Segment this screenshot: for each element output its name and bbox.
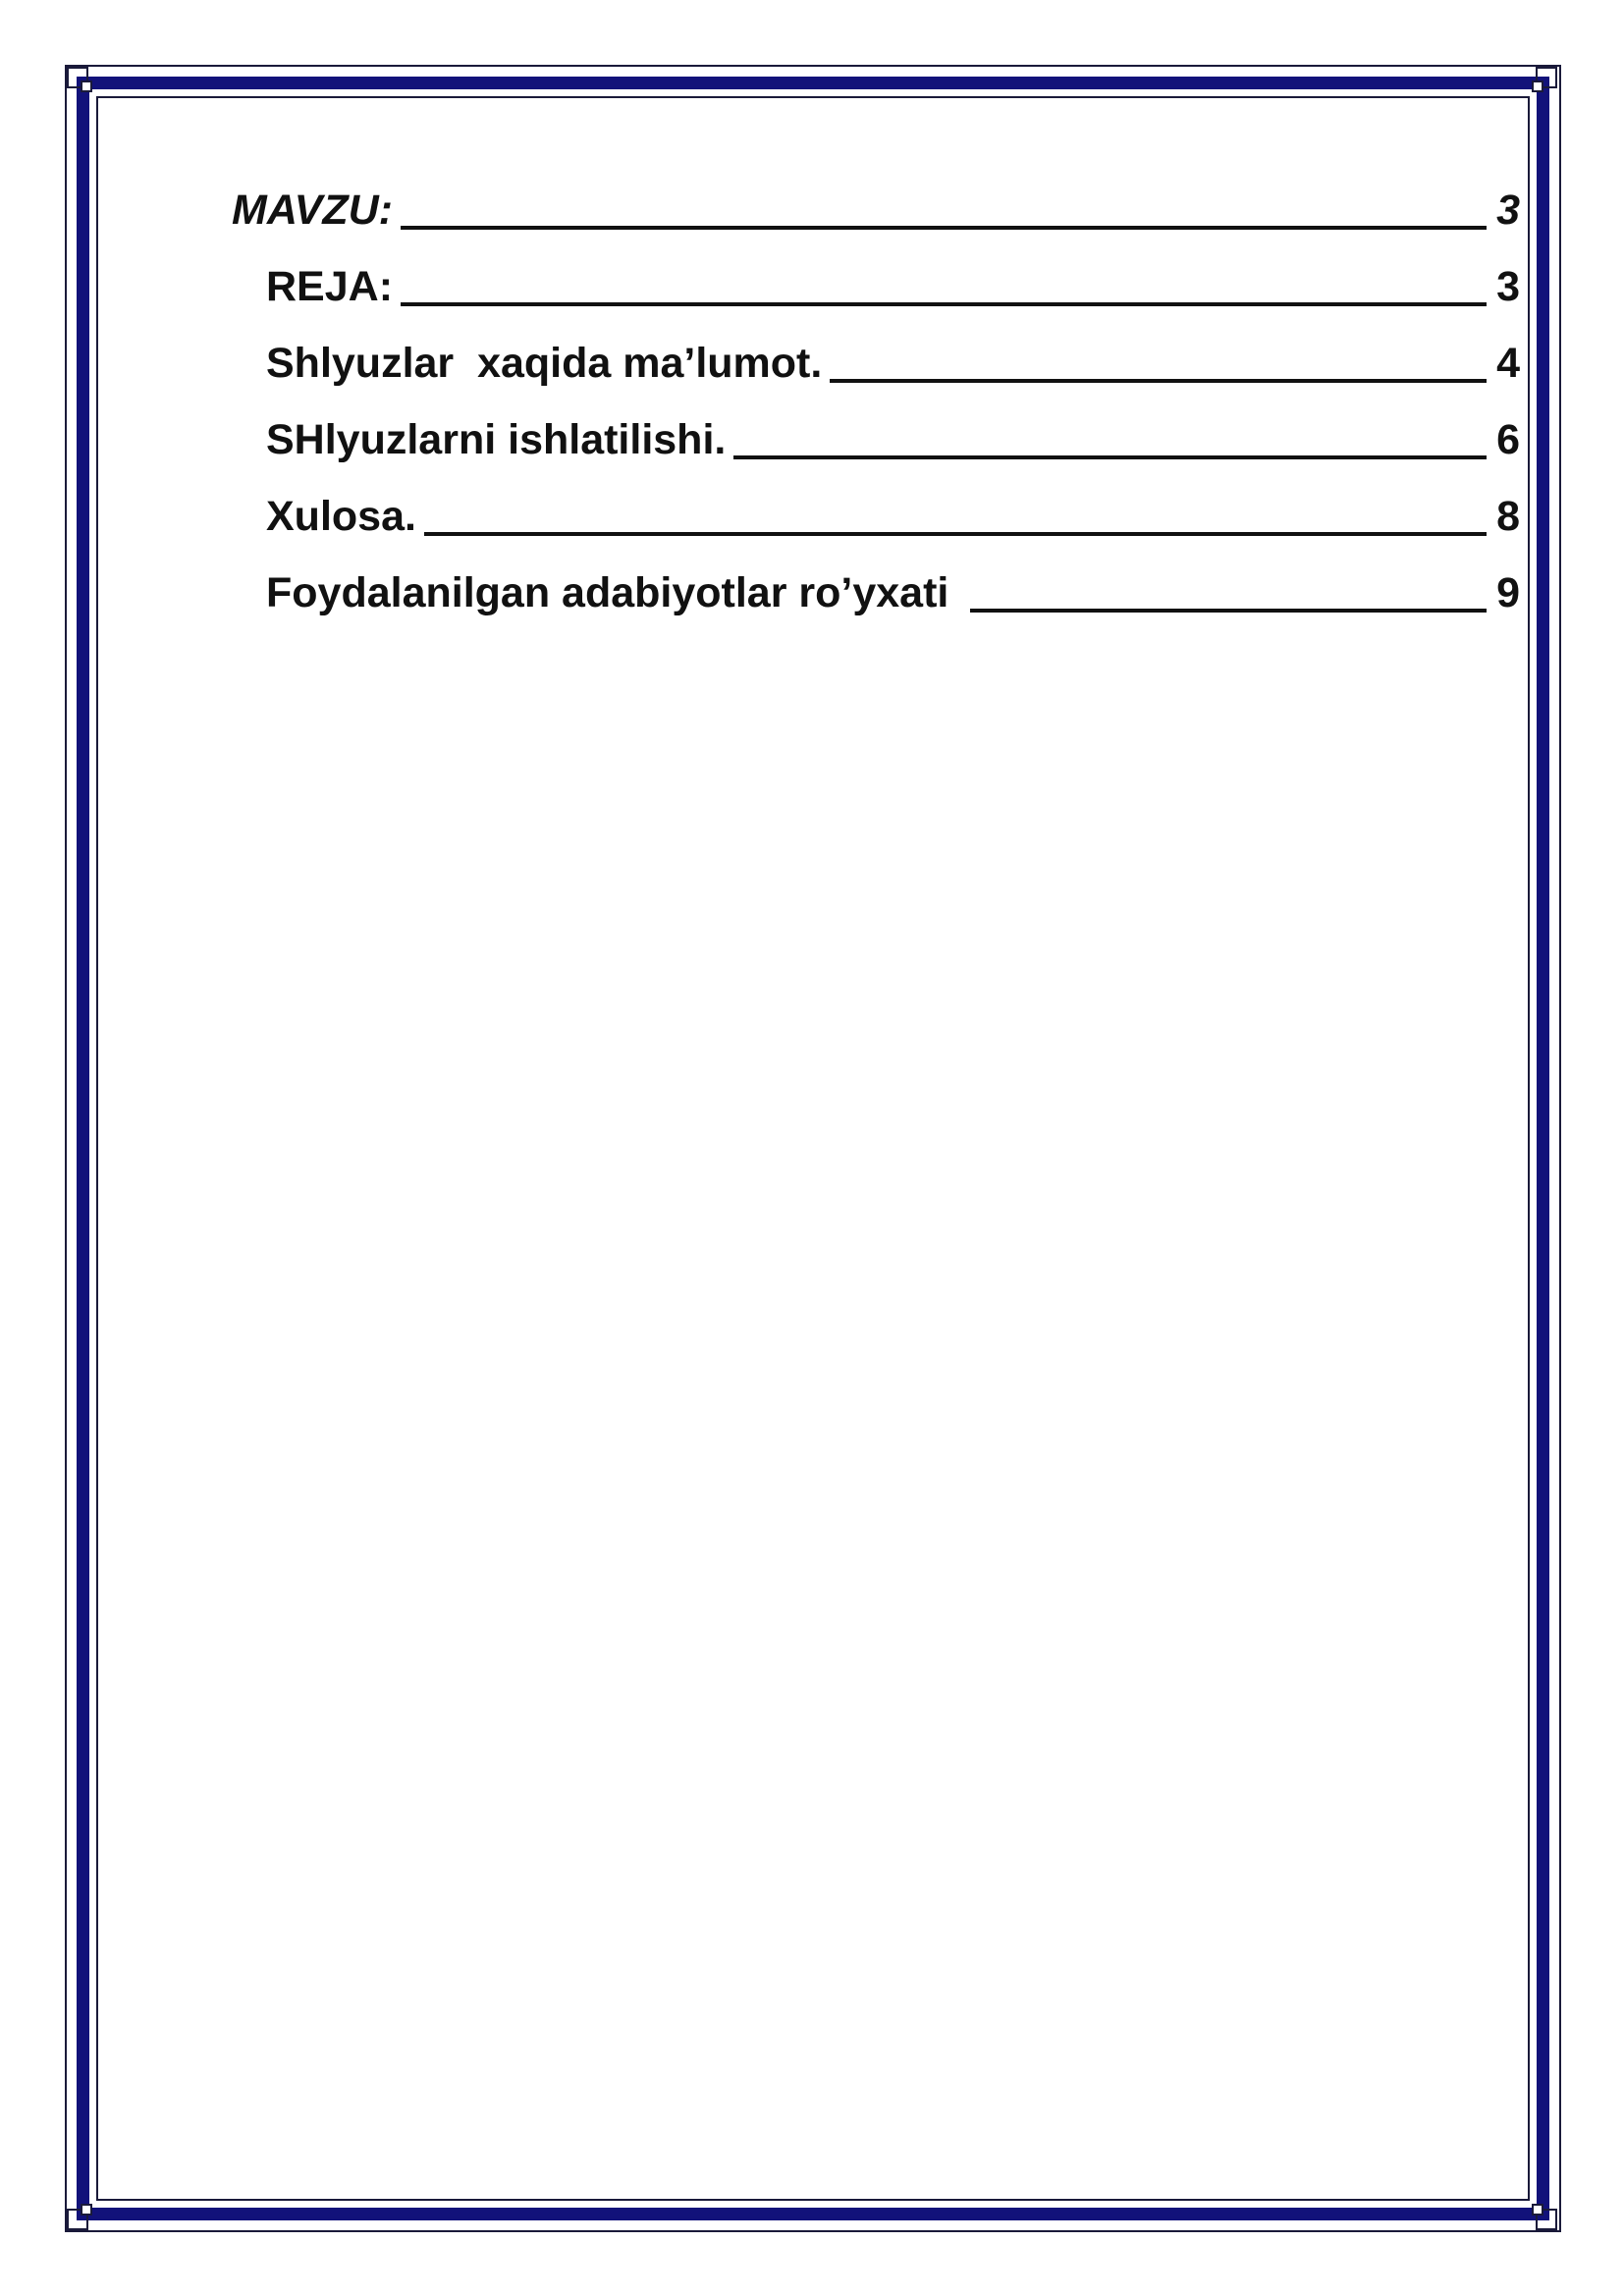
border-corner-square <box>81 2204 92 2216</box>
toc-entry-label: Shlyuzlar xaqida ma’lumot. <box>266 340 823 387</box>
toc-leader-line <box>733 455 1487 459</box>
toc-entry-shlyuzlar-malumot[interactable] <box>232 308 1520 385</box>
toc-leader-line <box>424 532 1487 536</box>
toc-page-number: 4 <box>1496 340 1520 387</box>
toc-leader-line <box>401 226 1487 230</box>
toc-leader-line <box>970 609 1487 613</box>
toc-entry-label: Foydalanilgan adabiyotlar ro’yxati <box>266 569 949 616</box>
toc-entry-label: REJA: <box>266 263 394 310</box>
toc-entry-reja[interactable] <box>232 232 1520 308</box>
toc-entry-label: MAVZU: <box>232 187 394 234</box>
toc-entry-label: Xulosa. <box>266 493 416 540</box>
toc-page-number: 9 <box>1496 569 1520 616</box>
toc-entry-mavzu[interactable] <box>232 155 1520 232</box>
border-corner-square <box>1532 2204 1543 2216</box>
toc-entry-shlyuzlar-ishlatilishi[interactable] <box>232 385 1520 461</box>
toc-page-number: 3 <box>1496 187 1520 234</box>
toc-page-number: 3 <box>1496 263 1520 310</box>
toc-page-number: 6 <box>1496 416 1520 463</box>
toc-leader-line <box>401 302 1487 306</box>
border-corner-square <box>1532 80 1543 92</box>
table-of-contents <box>232 155 1520 614</box>
toc-entry-xulosa[interactable] <box>232 461 1520 538</box>
toc-page-number: 8 <box>1496 493 1520 540</box>
toc-entry-label: SHlyuzlarni ishlatilishi. <box>266 416 727 463</box>
border-corner-square <box>81 80 92 92</box>
toc-entry-adabiyotlar[interactable] <box>232 538 1520 614</box>
toc-leader-line <box>830 379 1487 383</box>
